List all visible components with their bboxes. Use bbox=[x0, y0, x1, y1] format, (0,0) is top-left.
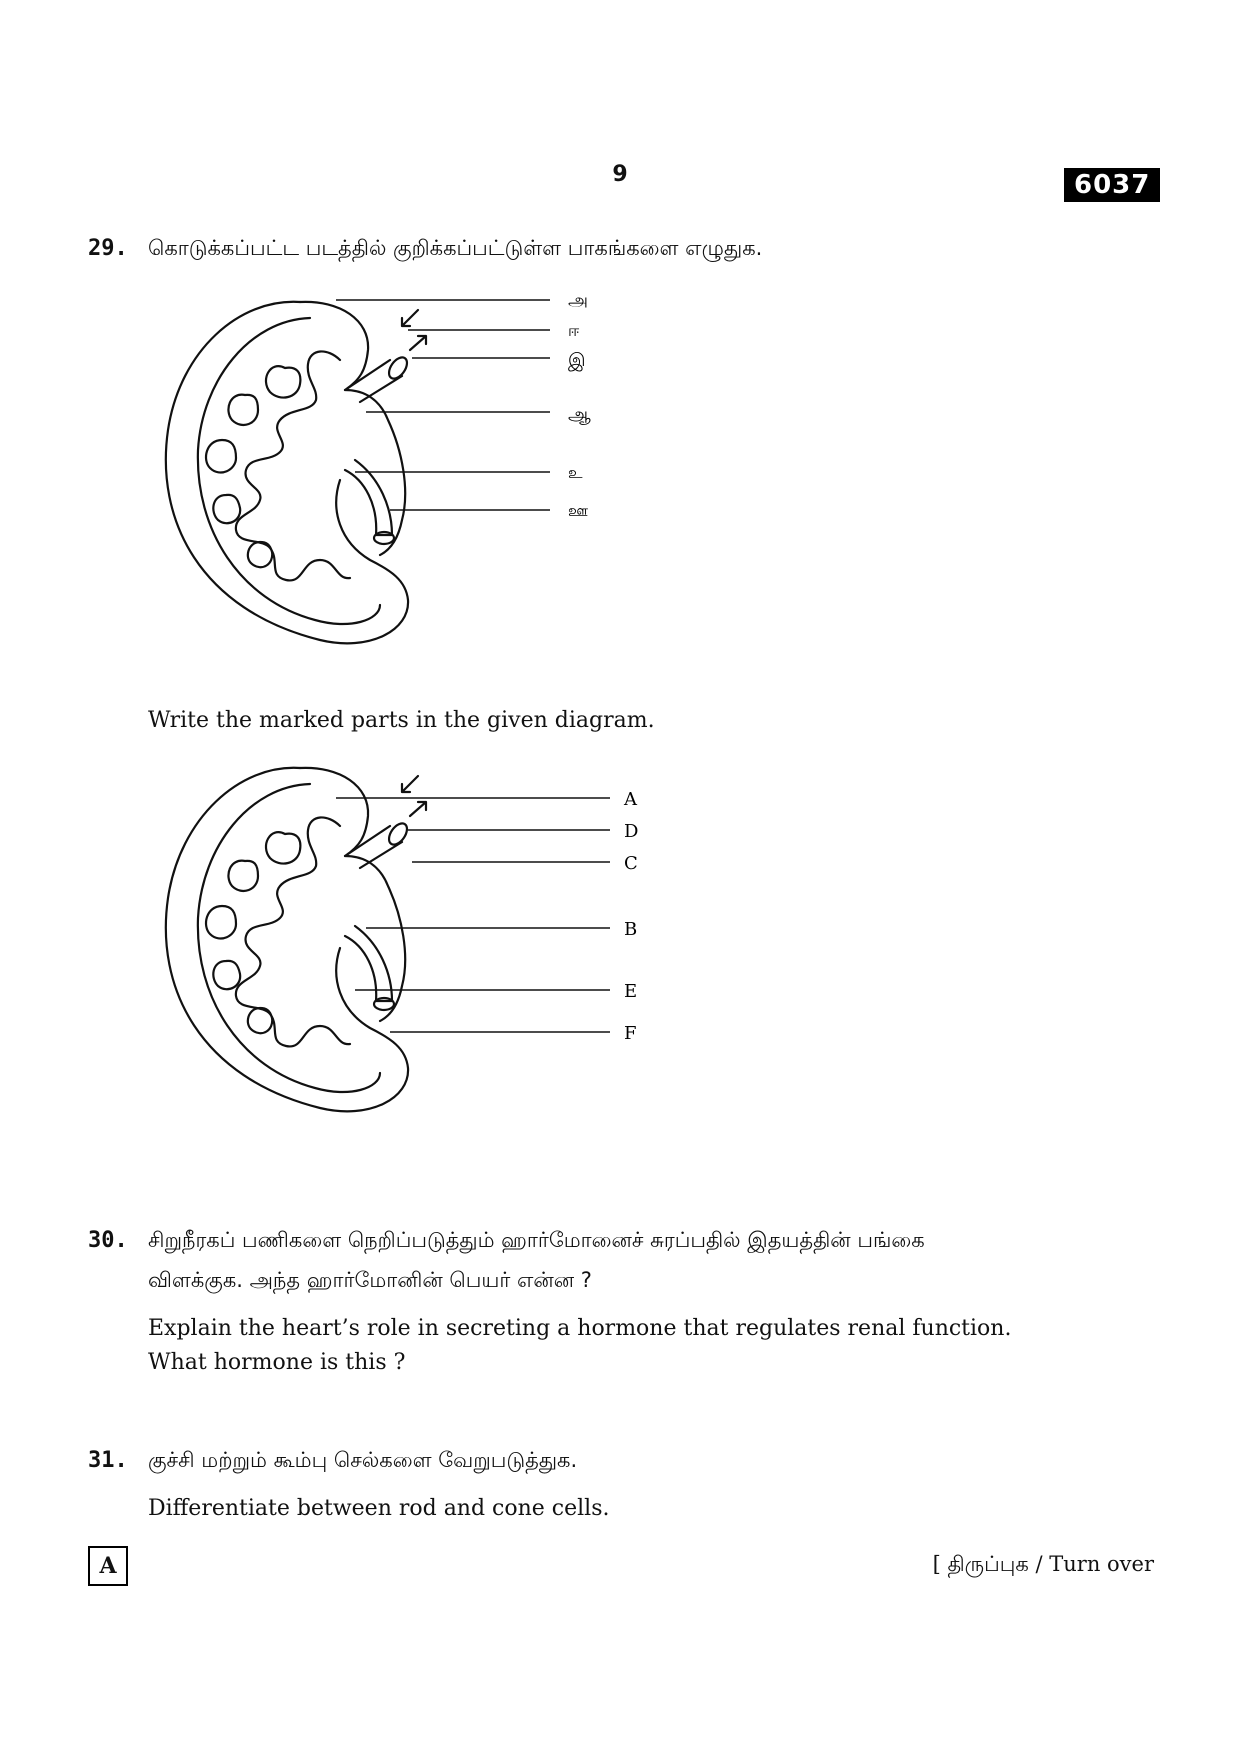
question-29-english-text: Write the marked parts in the given diagram. bbox=[148, 708, 655, 733]
series-box-a: A bbox=[88, 1546, 128, 1586]
question-30-english-line1: Explain the heart’s role in secreting a hormone that regulates renal function. bbox=[148, 1316, 1012, 1341]
label-e: E bbox=[624, 981, 638, 1002]
label-a-tamil: அ bbox=[568, 290, 589, 311]
label-c: C bbox=[624, 853, 638, 874]
label-d: D bbox=[624, 821, 639, 842]
label-b: B bbox=[624, 919, 638, 940]
question-30-tamil-line1: சிறுநீரகப் பணிகளை நெறிப்படுத்தும் ஹார்மோனைச் சுரப்பதில் இதயத்தின் பங்கை bbox=[148, 1228, 925, 1252]
paper-code-badge: 6037 bbox=[1064, 168, 1160, 202]
question-30-english-line2: What hormone is this ? bbox=[148, 1350, 406, 1375]
turn-over-note: [ திருப்புக / Turn over bbox=[932, 1552, 1154, 1576]
page-number: 9 bbox=[612, 162, 628, 187]
question-30-tamil-line2: விளக்குக. அந்த ஹார்மோனின் பெயர் என்ன ? bbox=[148, 1268, 592, 1292]
question-31-tamil-text: குச்சி மற்றும் கூம்பு செல்களை வேறுபடுத்துக. bbox=[148, 1448, 578, 1472]
question-29-tamil-text: கொடுக்கப்பட்ட படத்தில் குறிக்கப்பட்டுள்ள பாகங்களை எழுதுக. bbox=[148, 236, 763, 260]
label-a: A bbox=[624, 789, 637, 810]
label-e-tamil: உ bbox=[568, 463, 583, 482]
question-29-number: 29. bbox=[88, 236, 128, 261]
kidney-diagram-tamil bbox=[140, 280, 700, 680]
label-f: F bbox=[624, 1023, 637, 1044]
kidney-diagram-english bbox=[140, 758, 700, 1158]
label-d-tamil: ஈ bbox=[568, 321, 580, 340]
label-f-tamil: ஊ bbox=[568, 501, 589, 520]
question-31-number: 31. bbox=[88, 1448, 128, 1473]
label-b-tamil: ஆ bbox=[568, 404, 591, 425]
question-30-number: 30. bbox=[88, 1228, 128, 1253]
label-c-tamil: இ bbox=[568, 350, 586, 371]
question-31-english-text: Differentiate between rod and cone cells. bbox=[148, 1496, 610, 1521]
